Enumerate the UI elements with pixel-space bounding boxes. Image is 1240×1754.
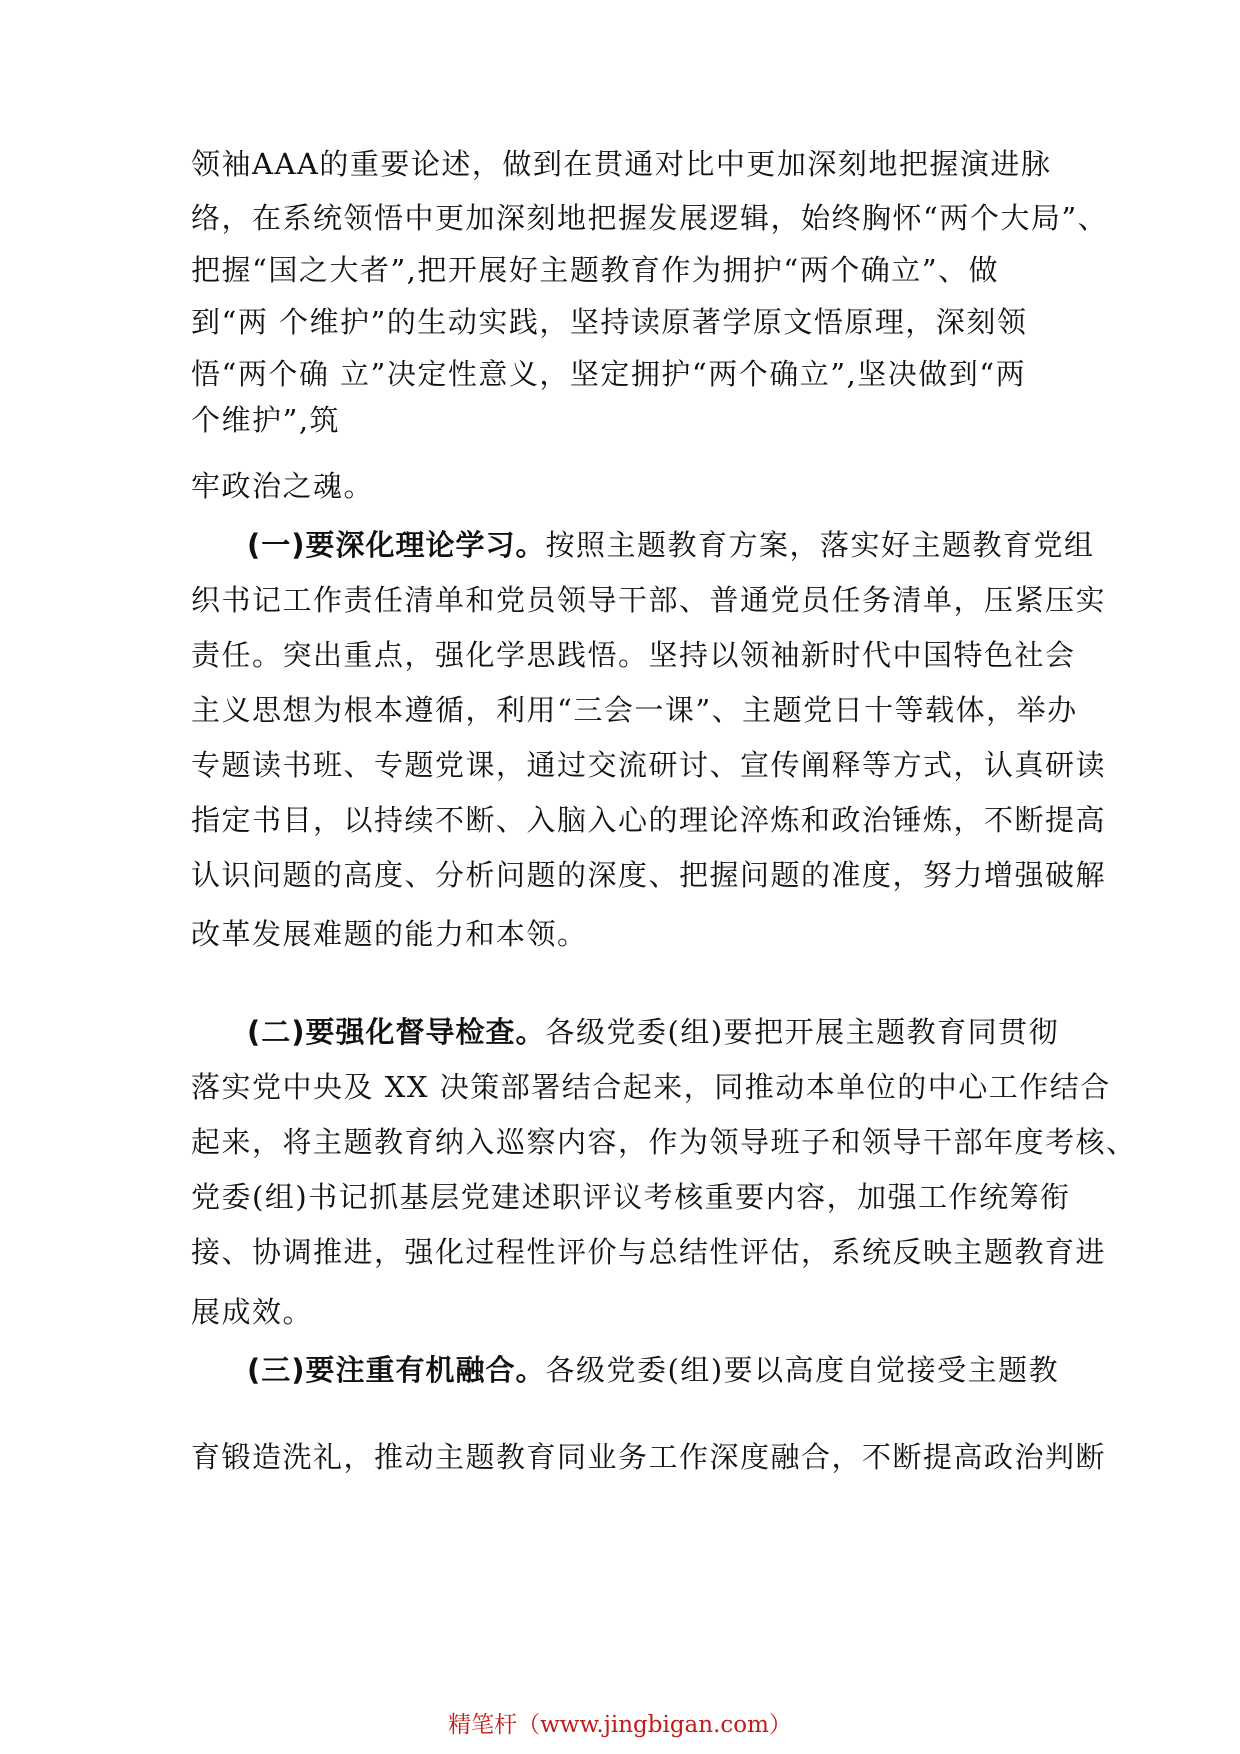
section2-heading: (二)要强化督导检查。 — [247, 1015, 546, 1049]
section3-heading: (三)要注重有机融合。 — [247, 1353, 546, 1387]
section3-first-line — [247, 1350, 1059, 1390]
footer-site-text: 精笔杆（www.jingbigan.com） — [448, 1712, 792, 1738]
section2-line-4: 党委(组)书记抓基层党建述职评议考核重要内容，加强工作统筹衔 — [191, 1180, 1071, 1214]
intro-line-2: 络，在系统领悟中更加深刻地把握发展逻辑，始终胸怀“两个大局”、 — [191, 201, 1109, 235]
intro-line-3: 把握“国之大者”,把开展好主题教育作为拥护“两个确立”、做 — [191, 253, 1000, 287]
section1-line-6: 指定书目，以持续不断、入脑入心的理论淬炼和政治锤炼，不断提高 — [191, 803, 1107, 837]
section1-line-8: 改革发展难题的能力和本领。 — [191, 917, 588, 951]
section2-line-6: 展成效。 — [191, 1295, 314, 1329]
intro-line-5: 悟“两个确 立”决定性意义，坚定拥护“两个确立”,坚决做到“两 — [191, 357, 1027, 391]
section1-line-4: 主义思想为根本遵循，利用“三会一课”、主题党日十等载体，举办 — [191, 693, 1078, 727]
intro-line-6: 个维护”,筑 — [191, 403, 341, 437]
section2-line-5: 接、协调推进，强化过程性评价与总结性评估，系统反映主题教育进 — [191, 1235, 1107, 1269]
section2-line-3: 起来，将主题教育纳入巡察内容，作为领导班子和领导干部年度考核、 — [191, 1125, 1137, 1159]
section2-first-line-text: 各级党委(组)要把开展主题教育同贯彻 — [545, 1015, 1060, 1049]
intro-line-1: 领袖AAA的重要论述，做到在贯通对比中更加深刻地把握演进脉 — [191, 147, 1052, 181]
section1-heading: (一)要深化理论学习。 — [247, 528, 546, 562]
section1-first-line — [247, 525, 1095, 565]
section1-line-5: 专题读书班、专题党课，通过交流研讨、宣传阐释等方式，认真研读 — [191, 748, 1107, 782]
section3-first-line-text: 各级党委(组)要以高度自觉接受主题教 — [545, 1353, 1060, 1387]
section1-first-line-text: 按照主题教育方案，落实好主题教育党组 — [545, 528, 1095, 562]
section1-line-2: 织书记工作责任清单和党员领导干部、普通党员任务清单，压紧压实 — [191, 583, 1107, 617]
intro-line-7: 牢政治之魂。 — [191, 469, 375, 503]
section2-line-2: 落实党中央及 XX 决策部署结合起来，同推动本单位的中心工作结合 — [191, 1070, 1111, 1104]
section2-first-line — [247, 1012, 1059, 1052]
section1-line-3: 责任。突出重点，强化学思践悟。坚持以领袖新时代中国特色社会 — [191, 638, 1076, 672]
section1-line-7: 认识问题的高度、分析问题的深度、把握问题的准度，努力增强破解 — [191, 858, 1107, 892]
intro-line-4: 到“两 个维护”的生动实践，坚持读原著学原文悟原理，深刻领 — [191, 305, 1028, 339]
section3-line-2: 育锻造洗礼，推动主题教育同业务工作深度融合，不断提高政治判断 — [191, 1440, 1107, 1474]
